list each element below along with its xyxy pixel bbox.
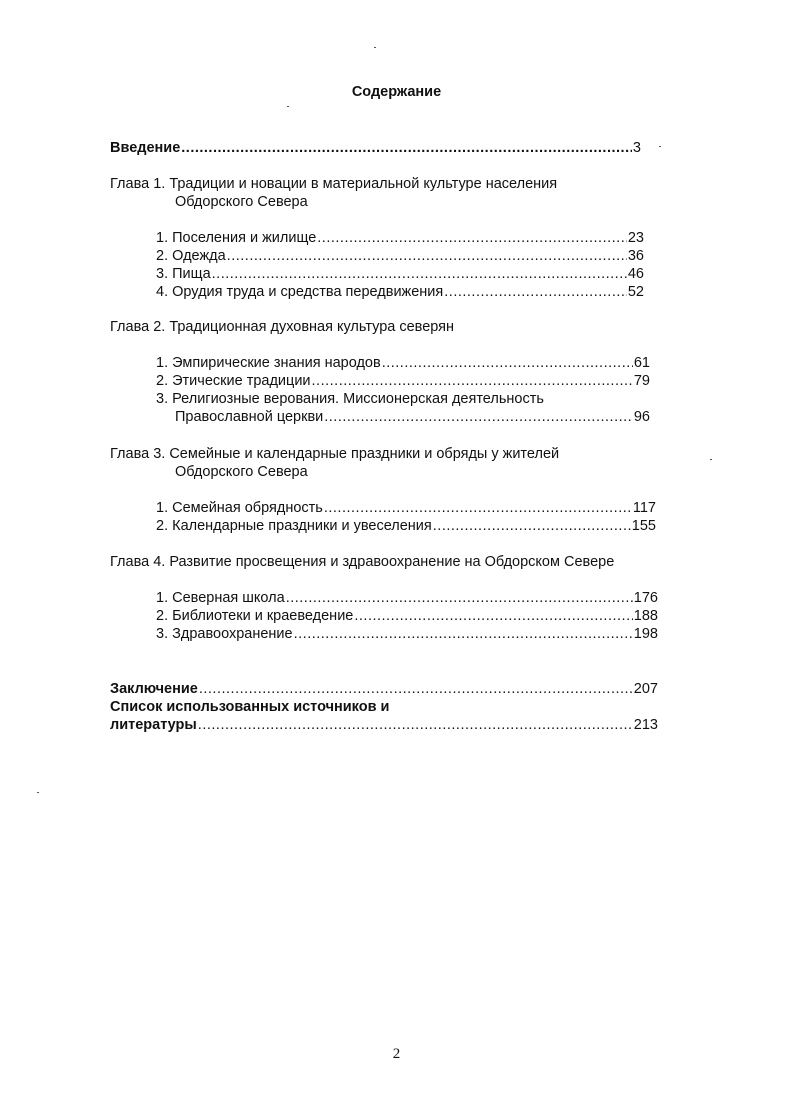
toc-entry-page: 46 bbox=[627, 266, 644, 282]
toc-entry bbox=[156, 499, 656, 517]
toc-entry-page: 52 bbox=[627, 284, 644, 300]
toc-entry-page: 79 bbox=[633, 373, 650, 389]
leader-dots bbox=[312, 372, 633, 390]
leader-dots bbox=[354, 607, 632, 625]
toc-entry-page: 61 bbox=[633, 355, 650, 371]
leader-dots bbox=[444, 283, 627, 301]
leader-dots bbox=[433, 517, 631, 535]
scan-speck bbox=[287, 106, 289, 107]
toc-entry bbox=[156, 517, 656, 535]
toc-entry-label: 2. Календарные праздники и увеселения bbox=[156, 518, 432, 534]
scan-speck bbox=[710, 459, 712, 460]
toc-entry-conclusion bbox=[110, 680, 658, 698]
page-title: Содержание bbox=[351, 84, 442, 100]
toc-entry-label: Заключение bbox=[110, 681, 198, 697]
leader-dots bbox=[227, 247, 627, 265]
toc-entry bbox=[156, 354, 650, 372]
toc-entry-page: 117 bbox=[632, 500, 656, 516]
chapter-2-heading: Глава 2. Традиционная духовная культура северян bbox=[110, 319, 455, 335]
toc-entry-label: 1. Северная школа bbox=[156, 590, 285, 606]
toc-entry-page: 96 bbox=[633, 409, 650, 425]
toc-entry-label: 2. Этические традиции bbox=[156, 373, 311, 389]
toc-entry-page: 188 bbox=[633, 608, 658, 624]
toc-entry-label-cont: Православной церкви bbox=[175, 409, 324, 425]
leader-dots bbox=[286, 589, 633, 607]
toc-entry-label: 1. Эмпирические знания народов bbox=[156, 355, 381, 371]
scan-speck bbox=[659, 146, 661, 147]
toc-entry bbox=[156, 247, 644, 265]
page-number: 2 bbox=[392, 1046, 401, 1062]
toc-entry-label: 1. Семейная обрядность bbox=[156, 500, 323, 516]
toc-entry-page: 36 bbox=[627, 248, 644, 264]
leader-dots bbox=[317, 229, 627, 247]
toc-entry-page: 3 bbox=[632, 140, 641, 156]
toc-entry bbox=[156, 589, 658, 607]
leader-dots bbox=[181, 139, 632, 157]
toc-entry bbox=[156, 372, 650, 390]
toc-entry-label: 3. Здравоохранение bbox=[156, 626, 293, 642]
toc-entry-label: 2. Библиотеки и краеведение bbox=[156, 608, 354, 624]
leader-dots bbox=[324, 408, 633, 426]
toc-entry-label: 3. Пища bbox=[156, 266, 211, 282]
toc-entry bbox=[156, 607, 658, 625]
chapter-3-heading: Глава 3. Семейные и календарные праздники и обряды у жителей bbox=[110, 446, 560, 462]
toc-entry-page: 213 bbox=[633, 717, 658, 733]
toc-entry-label: 2. Одежда bbox=[156, 248, 226, 264]
chapter-4-heading: Глава 4. Развитие просвещения и здравоохранение на Обдорском Севере bbox=[110, 554, 615, 570]
chapter-1-heading: Глава 1. Традиции и новации в материальной культуре населения bbox=[110, 176, 558, 192]
toc-entry-label: 3. Религиозные верования. Миссионерская деятельность bbox=[156, 391, 544, 407]
toc-entry bbox=[156, 265, 644, 283]
leader-dots bbox=[198, 716, 633, 734]
leader-dots bbox=[294, 625, 633, 643]
toc-entry-sources-label: Список использованных источников и bbox=[110, 699, 390, 715]
toc-entry-page: 207 bbox=[633, 681, 658, 697]
toc-entry-intro bbox=[110, 139, 641, 157]
leader-dots bbox=[212, 265, 627, 283]
toc-entry-page: 176 bbox=[633, 590, 658, 606]
toc-entry bbox=[156, 283, 644, 301]
toc-entry-page: 198 bbox=[633, 626, 658, 642]
toc-entry-label-cont: литературы bbox=[110, 717, 197, 733]
toc-entry-label: 1. Поселения и жилище bbox=[156, 230, 317, 246]
toc-entry-page: 155 bbox=[631, 518, 656, 534]
leader-dots bbox=[382, 354, 633, 372]
toc-entry-page: 23 bbox=[627, 230, 644, 246]
leader-dots bbox=[199, 680, 633, 698]
scan-speck bbox=[37, 792, 39, 793]
toc-entry bbox=[156, 229, 644, 247]
chapter-3-heading-cont: Обдорского Севера bbox=[175, 464, 308, 480]
toc-entry-label: 4. Орудия труда и средства передвижения bbox=[156, 284, 444, 300]
toc-entry bbox=[175, 408, 650, 426]
chapter-1-heading-cont: Обдорского Севера bbox=[175, 194, 308, 210]
toc-entry-label: Введение bbox=[110, 140, 181, 156]
scan-speck bbox=[374, 47, 376, 48]
leader-dots bbox=[324, 499, 632, 517]
toc-entry bbox=[156, 625, 658, 643]
toc-entry-sources bbox=[110, 716, 658, 734]
